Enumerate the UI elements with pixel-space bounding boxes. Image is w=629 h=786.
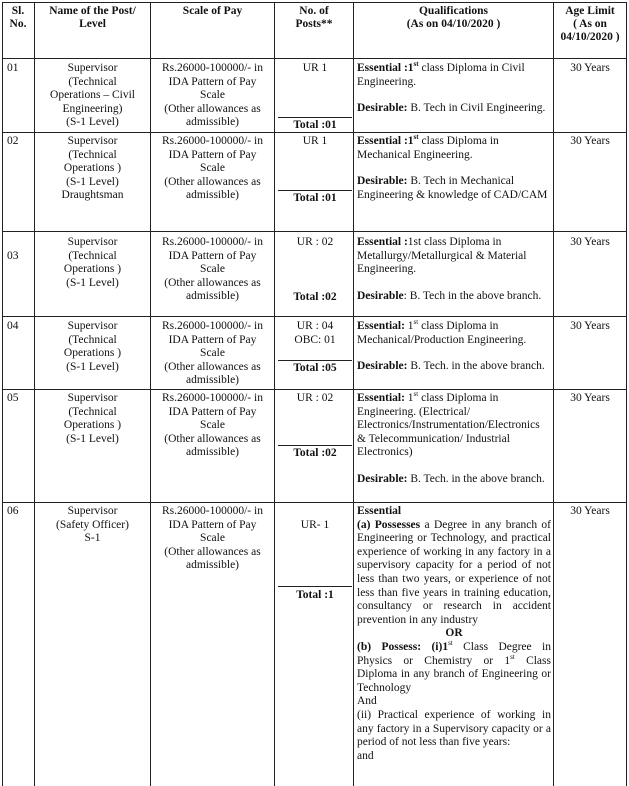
row-rule: [2, 389, 627, 390]
row-02-pay: Rs.26000-100000/- in IDA Pattern of Pay Scale (Other allowances as admissible): [162, 135, 263, 202]
row-06-sl: 06: [7, 505, 19, 517]
or-separator: OR: [445, 627, 463, 640]
row-06-post: Supervisor (Safety Officer) S-1: [56, 505, 129, 545]
column-rule: [274, 2, 275, 786]
header-scale-of-pay: Scale of Pay: [182, 5, 243, 17]
table-border-left: [2, 2, 3, 786]
total-rule: [278, 117, 352, 118]
row-01-age: 30 Years: [570, 62, 610, 74]
row-04-qualifications: Essential: 1st class Diploma in Mechanical/Production Engineering. Desirable: B. Tech. in the above branch.: [357, 318, 545, 373]
row-05-posts: UR : 02 Total :02: [278, 392, 352, 472]
total-rule: [278, 586, 352, 587]
row-01-post: Supervisor (Technical Operations – Civil Engineering) (S-1 Level): [50, 62, 135, 129]
header-qualifications: Qualifications (As on 04/10/2020 ): [406, 5, 501, 31]
row-03-age: 30 Years: [570, 236, 610, 248]
row-03-sl: 03: [7, 250, 19, 262]
row-rule: [2, 58, 627, 59]
row-06-total: Total :1: [296, 589, 334, 601]
row-06-qualifications: Essential (a) Possesses a Degree in any branch of Engineering or Technology, and practical experience of working in any factory in a supervisory capacity for a period of not less than two years, or experience of not less than five years in training education, consultancy or research in accident prevention in any industry OR (b) Possess: (i)1st Class Degree in Physics or Chemistry or 1st Class Diploma in any branch of Engineering or Technology And (ii) Practical experience of working in any factory in a Supervisory capacity or a period of not less than five years: and: [357, 505, 552, 762]
row-02-age: 30 Years: [570, 135, 610, 147]
row-rule: [2, 231, 627, 232]
row-02-post: Supervisor (Technical Operations ) (S-1 Level) Draughtsman: [61, 135, 124, 202]
row-05-post: Supervisor (Technical Operations ) (S-1 Level): [63, 392, 122, 445]
header-age-limit: Age Limit ( As on 04/10/2020 ): [560, 5, 620, 44]
row-05-total: Total :02: [293, 447, 337, 459]
row-05-age: 30 Years: [570, 392, 610, 404]
header-post-name: Name of the Post/ Level: [49, 5, 136, 31]
column-rule: [353, 2, 354, 786]
row-01-total: Total :01: [293, 119, 337, 131]
row-02-posts: UR 1 Total :01: [278, 135, 352, 225]
header-sl-no: Sl. No.: [9, 5, 27, 31]
row-01-pay: Rs.26000-100000/- in IDA Pattern of Pay Scale (Other allowances as admissible): [162, 62, 263, 129]
row-02-qualifications: Essential :1st class Diploma in Mechanical Engineering. Desirable: B. Tech in Mechanical Engineering & knowledge of CAD/CAM: [357, 133, 548, 201]
row-02-sl: 02: [7, 135, 19, 147]
total-rule: [278, 360, 352, 361]
row-04-pay: Rs.26000-100000/- in IDA Pattern of Pay Scale (Other allowances as admissible): [162, 320, 263, 387]
header-no-of-posts: No. of Posts**: [295, 5, 333, 31]
row-05-qualifications: Essential: 1st class Diploma in Engineering. (Electrical/ Electronics/Instrumentation/Electronics & Telecommunication/ Industrial Electronics) Desirable: B. Tech. in the above branch.: [357, 390, 545, 485]
recruitment-table: [2, 2, 627, 786]
total-rule: [278, 190, 352, 191]
row-06-posts: UR- 1 Total :1: [278, 505, 352, 615]
row-rule: [2, 316, 627, 317]
row-01-qualifications: Essential :1st class Diploma in Civil Engineering. Desirable: B. Tech in Civil Engineering.: [357, 60, 546, 115]
table-border-top: [2, 2, 627, 3]
row-03-post: Supervisor (Technical Operations ) (S-1 Level): [63, 236, 122, 289]
row-05-pay: Rs.26000-100000/- in IDA Pattern of Pay Scale (Other allowances as admissible): [162, 392, 263, 459]
row-06-pay: Rs.26000-100000/- in IDA Pattern of Pay Scale (Other allowances as admissible): [162, 505, 263, 572]
row-04-posts: UR : 04 OBC: 01 Total :05: [278, 320, 352, 386]
row-01-sl: 01: [7, 62, 19, 74]
row-04-sl: 04: [7, 320, 19, 332]
row-03-posts: UR : 02 Total :02: [278, 236, 352, 316]
row-rule: [2, 502, 627, 503]
row-03-total: Total :02: [293, 291, 337, 303]
table-border-right: [626, 2, 627, 786]
row-06-age: 30 Years: [570, 505, 610, 517]
row-04-age: 30 Years: [570, 320, 610, 332]
row-04-post: Supervisor (Technical Operations ) (S-1 Level): [63, 320, 122, 373]
row-04-total: Total :05: [293, 362, 337, 374]
row-01-posts: UR 1 Total :01: [278, 62, 352, 132]
row-03-pay: Rs.26000-100000/- in IDA Pattern of Pay Scale (Other allowances as admissible): [162, 236, 263, 303]
total-rule: [278, 445, 352, 446]
row-03-qualifications: Essential :1st class Diploma in Metallurgy/Metallurgical & Material Engineering. Desirable: B. Tech in the above branch.: [357, 236, 542, 302]
row-02-total: Total :01: [293, 192, 337, 204]
row-05-sl: 05: [7, 392, 19, 404]
